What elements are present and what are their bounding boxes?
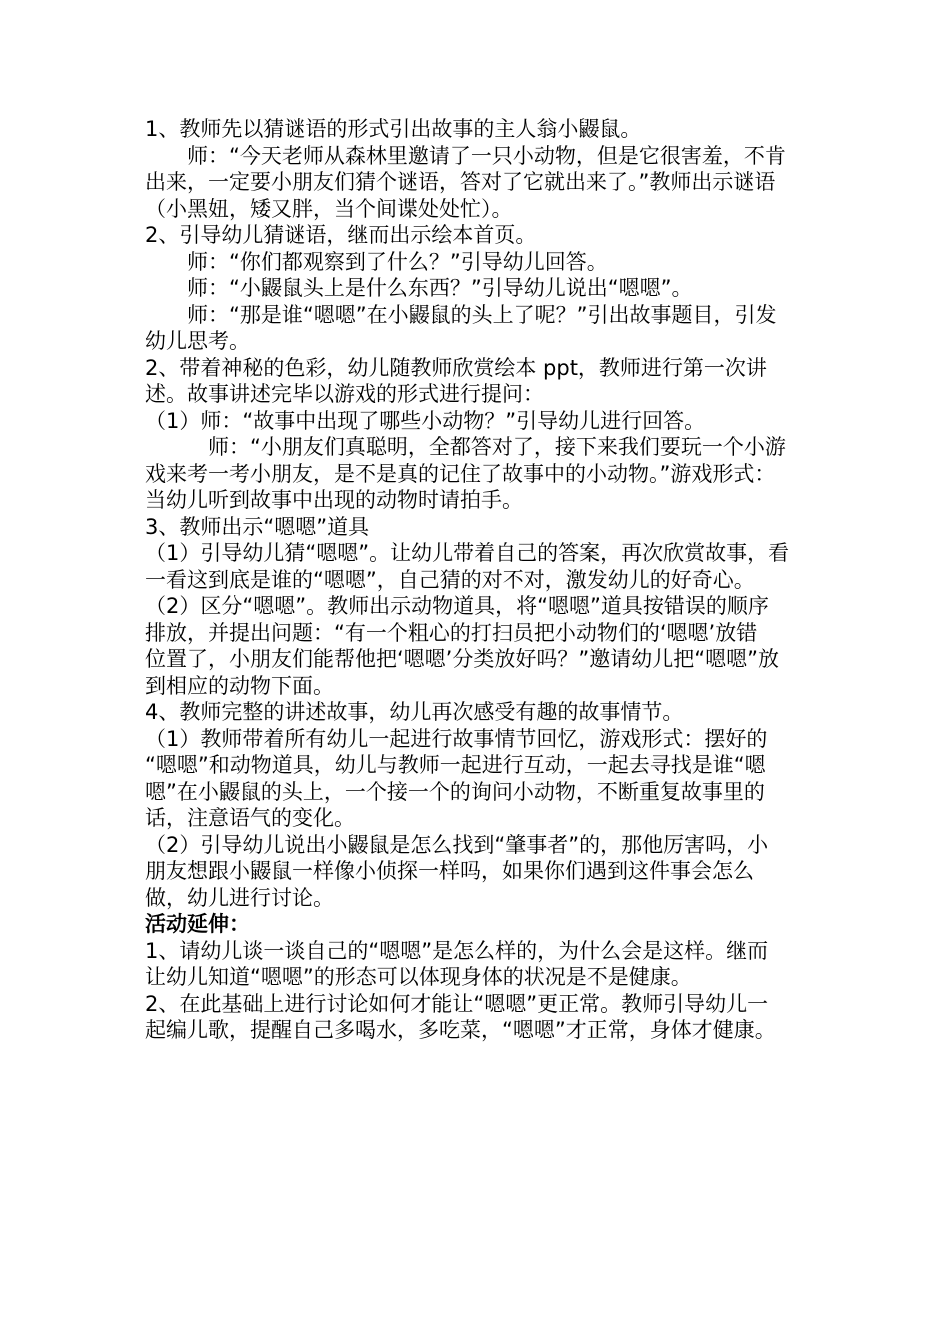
paragraph-line: 幼儿思考。 [145,329,250,353]
teacher-line: 师：“小朋友们真聪明，全都答对了，接下来我们要玩一个小游 [145,435,786,459]
paragraph-line: 一看这到底是谁的“嗯嗯”，自己猜的对不对，激发幼儿的好奇心。 [145,567,755,592]
paragraph-line: 做，幼儿进行讨论。 [145,885,334,910]
extension-item-1: 1、请幼儿谈一谈自己的“嗯嗯”是怎么样的，为什么会是这样。继而 [145,938,769,963]
section-heading-extension: 活动延伸： [145,912,250,936]
sub-item-line: （2）区分“嗯嗯”。教师出示动物道具，将“嗯嗯”道具按错误的顺序 [145,594,769,618]
paragraph-line: “嗯嗯”和动物道具，幼儿与教师一起进行互动，一起去寻找是谁“嗯 [145,753,766,777]
paragraph-line: 让幼儿知道“嗯嗯”的形态可以体现身体的状况是不是健康。 [145,965,692,989]
teacher-line: 师：“今天老师从森林里邀请了一只小动物，但是它很害羞，不肯 [145,143,786,168]
step-2-heading: 2、引导幼儿猜谜语，继而出示绘本首页。 [145,223,537,247]
paragraph-line: 起编儿歌，提醒自己多喝水，多吃菜，“嗯嗯”才正常，身体才健康。 [145,1018,776,1042]
document-page [145,116,817,1044]
sub-item-line: （1）教师带着所有幼儿一起进行故事情节回忆，游戏形式：摆好的 [145,726,768,751]
step-3-heading: 3、教师出示“嗯嗯”道具 [145,514,370,539]
teacher-line: 师：“你们都观察到了什么？”引导幼儿回答。 [145,249,608,274]
paragraph-line: 话，注意语气的变化。 [145,806,355,830]
extension-item-2: 2、在此基础上进行讨论如何才能让“嗯嗯”更正常。教师引导幼儿一 [145,991,769,1016]
paragraph-line: 嗯”在小鼹鼠的头上，一个接一个的询问小动物，不断重复故事里的 [145,779,765,804]
paragraph-line: 当幼儿听到故事中出现的动物时请拍手。 [145,488,523,512]
paragraph-line: 出来，一定要小朋友们猜个谜语，答对了它就出来了。”教师出示谜语 [145,170,776,194]
paragraph-line: 位置了，小朋友们能帮他把‘嗯嗯’分类放好吗？”邀请幼儿把“嗯嗯”放 [145,647,779,671]
teacher-line: 师：“那是谁“嗯嗯”在小鼹鼠的头上了呢？”引出故事题目，引发 [145,302,777,327]
sub-item-line: （1）师：“故事中出现了哪些小动物？”引导幼儿进行回答。 [145,408,706,433]
paragraph-line: 述。故事讲述完毕以游戏的形式进行提问： [145,382,544,406]
step-4-heading: 4、教师完整的讲述故事，幼儿再次感受有趣的故事情节。 [145,700,684,724]
paragraph-line: （小黑妞，矮又胖，当个间谍处处忙）。 [145,196,513,221]
sub-item-line: （1）引导幼儿猜“嗯嗯”。让幼儿带着自己的答案，再次欣赏故事，看 [145,541,790,565]
paragraph-line: 到相应的动物下面。 [145,673,334,698]
teacher-line: 师：“小鼹鼠头上是什么东西？”引导幼儿说出“嗯嗯”。 [145,276,693,300]
sub-item-line: （2）引导幼儿说出小鼹鼠是怎么找到“肇事者”的，那他厉害吗，小 [145,832,769,857]
paragraph-line: 朋友想跟小鼹鼠一样像小侦探一样吗，如果你们遇到这件事会怎么 [145,859,754,883]
step-2b-heading: 2、带着神秘的色彩，幼儿随教师欣赏绘本 ppt，教师进行第一次讲 [145,355,767,380]
paragraph-line: 戏来考一考小朋友，是不是真的记住了故事中的小动物。”游戏形式： [145,461,776,486]
paragraph-line: 排放，并提出问题：“有一个粗心的打扫员把小动物们的‘嗯嗯’放错 [145,620,758,645]
step-1-heading: 1、教师先以猜谜语的形式引出故事的主人翁小鼹鼠。 [145,117,642,141]
